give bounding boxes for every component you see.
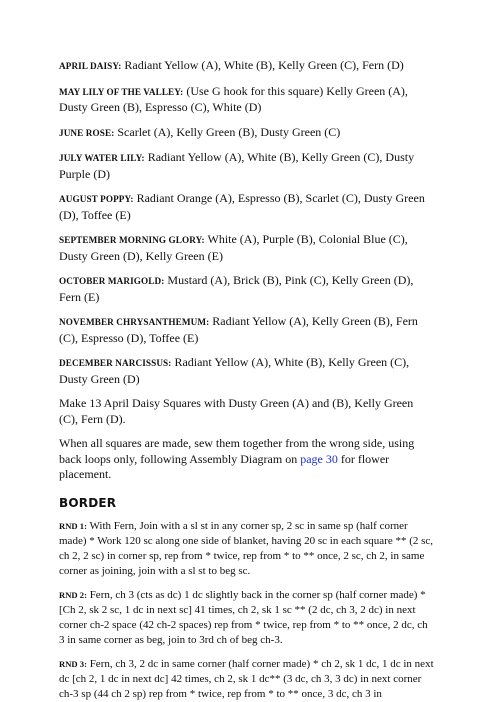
round-text: Fern, ch 3, 2 dc in same corner (half corner made) * ch 2, sk 1 dc, 1 dc in next dc [ch 2, 1 dc in next dc] 42 times, ch 2, sk 1 dc** (3 dc, ch 3, 3 dc) in next corner ch-3 sp (44 ch 2 sp) rep from * twice, rep from * to ** once, 3 dc, ch 3 in <box>59 657 434 700</box>
square-colors: Radiant Orange (A), Espresso (B), Scarlet (C), Dusty Green (D), Toffee (E) <box>59 191 425 222</box>
square-label: SEPTEMBER MORNING GLORY: <box>59 235 205 245</box>
square-colors: Radiant Yellow (A), White (B), Kelly Green (C), Fern (D) <box>121 58 404 72</box>
square-entry-october-marigold <box>59 273 435 305</box>
square-colors: Radiant Yellow (A), White (B), Kelly Green (C), Dusty Purple (D) <box>59 150 415 181</box>
square-colors: (Use G hook for this square) Kelly Green (A), Dusty Green (B), Espresso (C), White (D) <box>59 83 408 114</box>
square-entry-july-water-lily <box>59 150 435 182</box>
assembly-text-after: for flower placement. <box>59 451 390 481</box>
round-1 <box>59 519 435 579</box>
assembly-text-before: When all squares are made, sew them together from the wrong side, using back loops only, following Assembly Diagram on <box>59 436 415 466</box>
round-3 <box>59 657 435 702</box>
square-colors: Mustard (A), Brick (B), Pink (C), Kelly Green (D), Fern (E) <box>59 273 414 304</box>
square-entry-november-chrysanthemum <box>59 314 435 346</box>
square-colors: Radiant Yellow (A), Kelly Green (B), Fern (C), Espresso (D), Toffee (E) <box>59 314 418 345</box>
square-entry-august-poppy <box>59 191 435 223</box>
square-entry-may-lily <box>59 84 435 116</box>
square-entry-april-daisy <box>59 58 435 75</box>
assembly-instructions <box>59 436 435 483</box>
assembly-diagram-link[interactable]: page 30 <box>300 451 338 466</box>
square-entry-june-rose <box>59 125 435 142</box>
round-text: Fern, ch 3 (cts as dc) 1 dc slightly back in the corner sp (half corner made) *[Ch 2, sk 2 sc, 1 dc in next sc] 41 times, ch 2, sk 1 sc ** (2 dc, ch 3, 2 dc) in next corner ch-2 space (42 ch-2 spaces) rep from * twice, rep from * to ** once, 2 dc, ch 3 in same corner as beg, join to 3rd ch of beg ch-3. <box>59 588 428 646</box>
square-entry-december-narcissus <box>59 355 435 387</box>
square-colors: White (A), Purple (B), Colonial Blue (C), Dusty Green (D), Kelly Green (E) <box>59 232 408 263</box>
april-daisy-note: Make 13 April Daisy Squares with Dusty Green (A) and (B), Kelly Green (C), Fern (D). <box>59 396 414 426</box>
square-colors: Scarlet (A), Kelly Green (B), Dusty Green (C) <box>114 124 341 139</box>
border-heading: BORDER <box>59 495 117 510</box>
square-label: NOVEMBER CHRYSANTHEMUM: <box>59 317 210 327</box>
square-colors: Radiant Yellow (A), White (B), Kelly Green (C), Dusty Green (D) <box>59 355 410 386</box>
square-label: DECEMBER NARCISSUS: <box>59 358 172 368</box>
round-2 <box>59 588 435 648</box>
round-label: RND 2: <box>59 589 87 600</box>
round-text: With Fern, Join with a sl st in any corner sp, 2 sc in same sp (half corner made) * Work 120 sc along one side of blanket, having 20 sc in each square ** (2 sc, ch 2, 2 sc) in corner sp, rep from * twice, rep from * to ** once, 2 sc, ch 2, in same corner as joining, join with a sl st to beg sc. <box>59 519 434 577</box>
square-entry-september-morning-glory <box>59 232 435 264</box>
round-label: RND 1: <box>59 520 87 531</box>
square-label: AUGUST POPPY: <box>59 194 134 204</box>
square-label: JULY WATER LILY: <box>59 153 145 163</box>
square-label: APRIL DAISY: <box>59 61 122 71</box>
square-label: MAY LILY OF THE VALLEY: <box>59 86 184 97</box>
square-label: OCTOBER MARIGOLD: <box>59 276 165 286</box>
square-label: JUNE ROSE: <box>59 127 115 138</box>
round-label: RND 3: <box>59 658 87 669</box>
